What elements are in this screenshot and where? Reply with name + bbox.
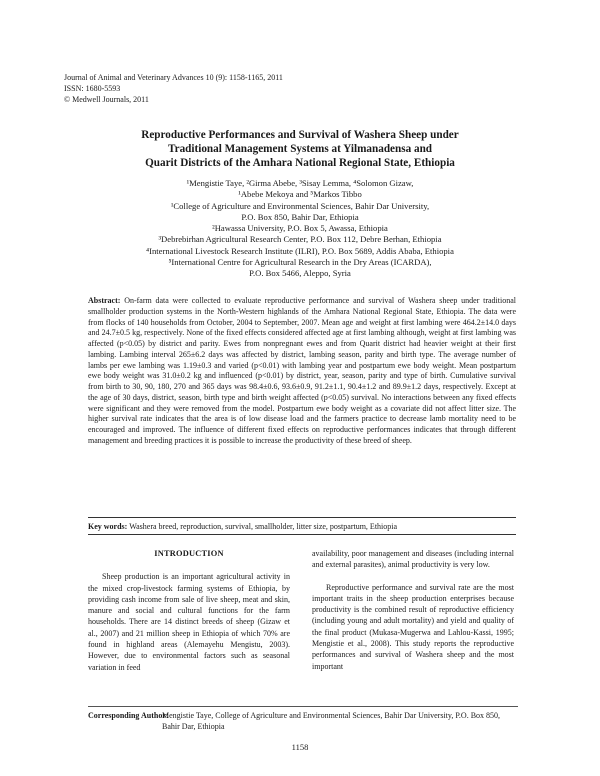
keywords-label: Key words: xyxy=(88,522,128,531)
author-line: ¹Abebe Mekoya and ⁵Markos Tibbo xyxy=(238,189,362,200)
corresponding-label: Corresponding Author: xyxy=(88,711,169,720)
author-line: ¹Mengistie Taye, ²Girma Abebe, ³Sisay Lemma, ⁴Solomon Gizaw, xyxy=(186,178,414,188)
right-column xyxy=(312,548,514,672)
corresponding-line: Mengistie Taye, College of Agriculture and Environmental Sciences, Bahir Dar University, P.O. Box 850, xyxy=(162,711,501,720)
affiliation-line: ²Hawassa University, P.O. Box 5, Awassa, Ethiopia xyxy=(212,223,388,234)
journal-citation: Journal of Animal and Veterinary Advances 10 (9): 1158-1165, 2011 xyxy=(64,73,283,82)
left-column xyxy=(88,548,290,673)
abstract xyxy=(88,296,516,447)
keywords xyxy=(88,521,516,532)
introduction-heading: INTRODUCTION xyxy=(154,549,224,558)
title-line: Quarit Districts of the Amhara National Regional State, Ethiopia xyxy=(145,157,455,169)
journal-header xyxy=(64,72,283,105)
abstract-label: Abstract: xyxy=(88,296,121,305)
title-line: Reproductive Performances and Survival of Washera Sheep under xyxy=(141,129,459,141)
title-line: Traditional Management Systems at Yilmanadensa and xyxy=(167,143,433,155)
affiliation-line: ⁴International Livestock Research Institute (ILRI), P.O. Box 5689, Addis Ababa, Ethiopia xyxy=(146,245,454,256)
affiliation-line: P.O. Box 850, Bahir Dar, Ethiopia xyxy=(241,211,359,222)
intro-paragraph: Sheep production is an important agricultural activity in the mixed crop-livestock farming systems of Ethiopia, by providing cash income from sale of live sheep, meat and skin, manure and social and cultural functions for the farm households. There are 14 distinct breeds of sheep (Gizaw et al., 2007) and 21 million sheep in Ethiopia of which 70% are found in highland areas (Alemayehu Mengistu, 2003). However, due to environmental factors such as seasonal variation in feed xyxy=(88,572,290,672)
journal-copyright: © Medwell Journals, 2011 xyxy=(64,95,149,104)
affiliation-line: ¹College of Agriculture and Environmental Sciences, Bahir Dar University, xyxy=(170,200,430,211)
keywords-rule-top xyxy=(88,517,516,518)
authors-affiliations xyxy=(100,178,500,280)
affiliation-line: ⁵International Centre for Agricultural Research in the Dry Areas (ICARDA), xyxy=(168,257,432,268)
paper-title xyxy=(100,128,500,170)
journal-issn: ISSN: 1680-5593 xyxy=(64,84,121,93)
keywords-rule-bottom xyxy=(88,534,516,535)
footnote-rule xyxy=(88,706,518,707)
keywords-text: Washera breed, reproduction, survival, smallholder, litter size, postpartum, Ethiopia xyxy=(129,522,398,531)
intro-paragraph: Reproductive performance and survival rate are the most important traits in the sheep production enterprises because productivity is the combined result of reproductive efficiency (including young and adult mortality) and yield and quality of the final product (Mukasa-Mugerwa and Lahlou-Kassi, 1995; Mengistie et al., 2008). This study reports the reproductive performances and survival of Washera sheep and the most important xyxy=(312,582,514,671)
intro-paragraph-continued: availability, poor management and diseases (including internal and external parasites), animal productivity is very low. xyxy=(312,549,514,570)
abstract-text: On-farm data were collected to evaluate reproductive performance and survival of Washera sheep under traditional smallholder production systems in the North-Western highlands of the Amhara National Regional State, Ethiopia. The data were from flocks of 140 households from October, 2004 to September, 2007. Mean age and weight at first lambing were 464.2±14.0 days and 24.7±0.5 kg, respectively. None of the fixed effects considered affected age at first lambing although, weight at first lambing was affected (p<0.05) by district and parity. Ewes from nonpregnant ewes and from Quarit district had heavier weight at their first lambing. Lambing interval 265±6.2 days was affected by district, lambing season, parity and birth type. The average number of lambs per ewe lambing was 1.19±0.3 and varied (p<0.01) with lambing year and postpartum ewe body weight. Mean postpartum ewe body weight was 31.0±0.2 kg and influenced (p<0.01) by district, year, season, parity and type of birth. Cumulative survival from birth to 30, 90, 180, 270 and 365 days was 98.4±0.6, 93.6±0.9, 91.2±1.1, 90.4±1.2 and 89.9±1.2 days, respectively. Except at the age of 30 days, district, season, birth type and birth weight affected (p<0.05) survival. No interactions between any fixed effects were significant and they were removed from the model. Postpartum ewe body weight as a covariate did not affect litter size. The higher survival rate indicates that the area is of low disease load and the farmers practice to decrease lamb mortality need to be encouraged and improved. The influence of different fixed effects on reproductive performances indicates that through different management and breeding practices it is possible to increase the productivity of these breed of sheep. xyxy=(88,296,517,445)
affiliation-line: ³Debrebirhan Agricultural Research Center, P.O. Box 112, Debre Berhan, Ethiopia xyxy=(158,234,442,245)
page-number: 1158 xyxy=(291,742,309,752)
corresponding-author xyxy=(88,710,518,732)
corresponding-line: Bahir Dar, Ethiopia xyxy=(162,722,225,731)
affiliation-line: P.O. Box 5466, Aleppo, Syria xyxy=(249,268,351,279)
